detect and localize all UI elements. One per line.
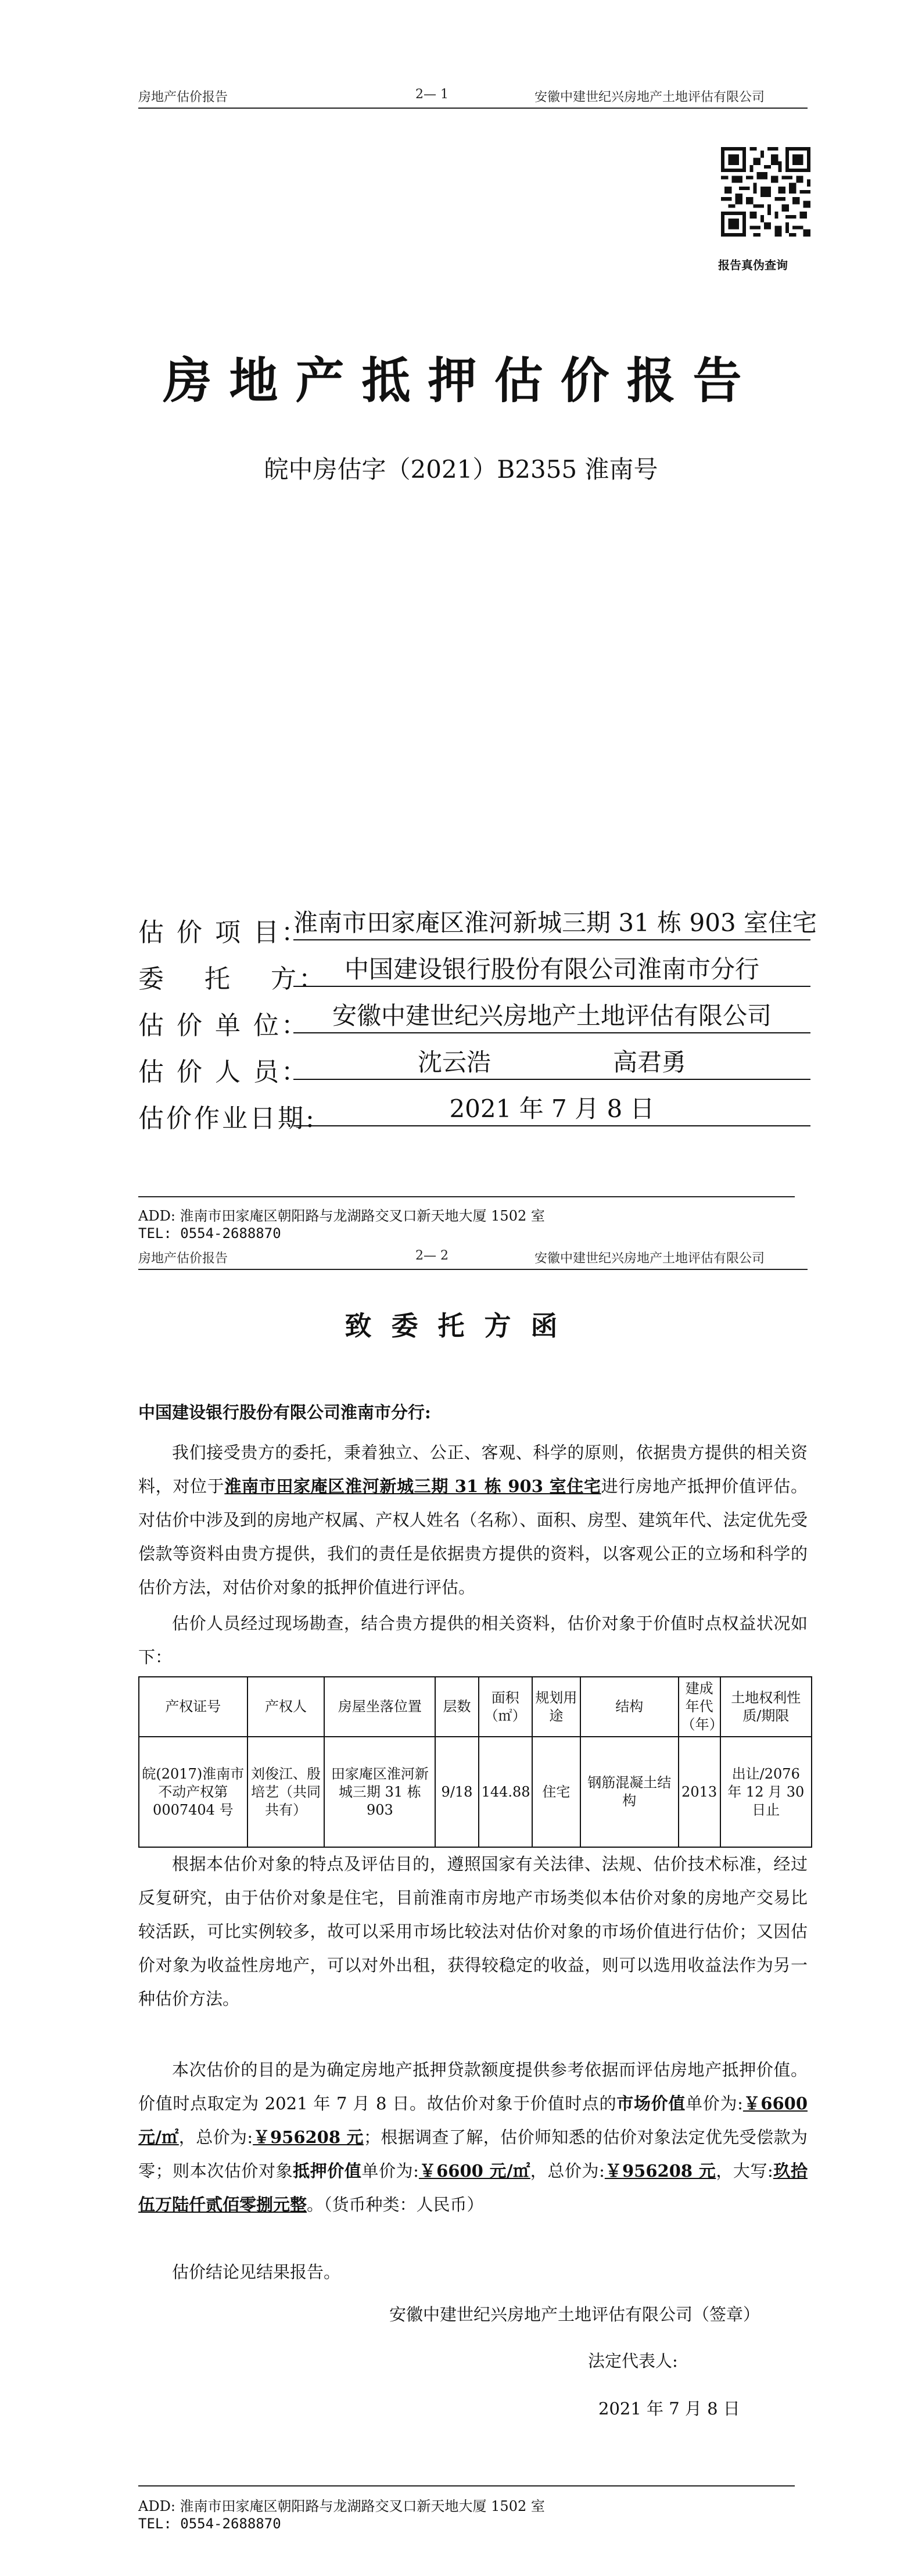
info-value-work-date: 2021 年 7 月 8 日 [293, 1093, 810, 1126]
p1-text-a: 我们接受贵方的委托，秉着独立、公正、客观、科学的原则，依据贵方提供的相关资料，对位于 [138, 1443, 808, 1496]
p4-market-unit-price: ￥6600 元/㎡ [138, 2094, 808, 2147]
signature-legal-rep: 法定代表人: [588, 2351, 678, 2371]
table-header-cell: 产权人 [247, 1677, 325, 1737]
p4-mortgage-total-price: ￥956208 元 [604, 2161, 716, 2181]
info-label-work-date: 估价作业日期: [138, 1104, 317, 1133]
page1-header-rule [138, 108, 808, 109]
table-cell: 皖(2017)淮南市不动产权第0007404 号 [139, 1737, 247, 1847]
page2-footer-rule [138, 2485, 795, 2486]
table-header-cell: 土地权利性质/期限 [720, 1677, 812, 1737]
info-value-appraisers: 沈云浩 高君勇 [293, 1046, 810, 1080]
page1-footer-tel: TEL: 0554-2688870 [138, 1225, 281, 1242]
letter-paragraph-4 [138, 2053, 808, 2221]
table-cell: 田家庵区淮河新城三期 31 栋 903 [324, 1737, 435, 1847]
table-cell: 9/18 [435, 1737, 478, 1847]
p2-text: 估价人员经过现场勘查，结合贵方提供的相关资料，估价对象于价值时点权益状况如下： [138, 1613, 808, 1667]
table-header-cell: 层数 [435, 1677, 478, 1737]
letter-paragraph-2 [138, 1607, 808, 1674]
table-cell: 钢筋混凝土结构 [580, 1737, 679, 1847]
letter-salutation: 中国建设银行股份有限公司淮南市分行: [138, 1403, 431, 1422]
p4-text: ，大写: [716, 2161, 773, 2181]
letter-paragraph-3 [138, 1847, 808, 2016]
info-label-appraiser-unit: 估 价 单 位： [138, 1011, 309, 1040]
page2-header-rule [138, 1269, 808, 1270]
table-header-cell: 建成年代（年） [679, 1677, 720, 1737]
property-rights-table [138, 1676, 812, 1848]
table-header-cell: 规划用途 [532, 1677, 580, 1737]
signature-company: 安徽中建世纪兴房地产土地评估有限公司（签章） [389, 2305, 760, 2324]
page2-footer-address: ADD: 淮南市田家庵区朝阳路与龙湖路交叉口新天地大厦 1502 室 [138, 2498, 545, 2514]
p4-text: 单价为: [361, 2161, 419, 2181]
info-label-appraisers: 估 价 人 员： [138, 1057, 309, 1087]
letter-paragraph-1 [138, 1436, 808, 1604]
report-title: 房地产抵押估价报告 [163, 352, 759, 409]
letter-title: 致委托方函 [345, 1310, 577, 1341]
page2-header-right: 安徽中建世纪兴房地产土地评估有限公司 [534, 1251, 765, 1266]
p4-text: ；根据调查了解，估价师知悉的估价对象法定优先受偿款为零；则本次估价对象 [138, 2127, 808, 2181]
p1-property-address: 淮南市田家庵区淮河新城三期 31 栋 903 室住宅 [224, 1476, 601, 1496]
p4-mortgage-unit-price: ￥6600 元/㎡ [418, 2161, 530, 2181]
info-label-project: 估 价 项 目： [138, 918, 309, 947]
table-header-cell: 结构 [580, 1677, 679, 1737]
page1-header-page-number: 2— 1 [415, 87, 449, 102]
signature-date: 2021 年 7 月 8 日 [598, 2399, 740, 2418]
p4-text: ，总价为: [178, 2127, 253, 2147]
table-header-cell: 房屋坐落位置 [324, 1677, 435, 1737]
letter-paragraph-5 [138, 2255, 808, 2289]
report-number: 皖中房估字（2021）B2355 淮南号 [264, 455, 658, 484]
page2-header-left: 房地产估价报告 [138, 1251, 228, 1266]
table-row [139, 1737, 812, 1847]
qr-caption: 报告真伪查询 [718, 258, 788, 272]
p4-amount-in-words: 玖拾伍万陆仟贰佰零捌元整 [138, 2161, 808, 2214]
table-cell: 出让/2076 年 12 月 30 日止 [720, 1737, 812, 1847]
p1-text-c: 进行房地产抵押价值评估。对估价中涉及到的房地产权属、产权人姓名（名称）、面积、房型、建筑年代、法定优先受偿款等资料由贵方提供，我们的责任是依据贵方提供的资料，以客观公正的立场和科学的估价方法，对估价对象的抵押价值进行评估。 [138, 1476, 808, 1597]
p4-market-value-label: 市场价值 [616, 2094, 686, 2113]
page1-header-right: 安徽中建世纪兴房地产土地评估有限公司 [534, 90, 765, 105]
p3-text: 根据本估价对象的特点及评估目的，遵照国家有关法律、法规、估价技术标准，经过反复研究，由于估价对象是住宅，目前淮南市房地产市场类似本估价对象的房地产交易比较活跃，可比实例较多，故可以采用市场比较法对估价对象的市场价值进行估价；又因估价对象为收益性房地产，可以对外出租，获得较稳定的收益，则可以选用收益法作为另一种估价方法。 [138, 1854, 808, 2009]
table-cell: 住宅 [532, 1737, 580, 1847]
table-header-row [139, 1677, 812, 1737]
page2-header-page-number: 2— 2 [415, 1248, 449, 1263]
p4-market-total-price: ￥956208 元 [253, 2127, 364, 2147]
table-cell: 刘俊江、殷培艺（共同共有） [247, 1737, 325, 1847]
table-cell: 144.88 [479, 1737, 532, 1847]
table-header-cell: 产权证号 [139, 1677, 247, 1737]
page1-header-left: 房地产估价报告 [138, 90, 228, 105]
p5-text: 估价结论见结果报告。 [172, 2262, 341, 2282]
table-header-cell: 面积（㎡） [479, 1677, 532, 1737]
page1-footer-rule [138, 1196, 795, 1197]
p4-mortgage-value-label: 抵押价值 [293, 2161, 362, 2181]
info-value-client: 中国建设银行股份有限公司淮南市分行 [293, 953, 810, 987]
info-value-appraiser-unit: 安徽中建世纪兴房地产土地评估有限公司 [293, 1000, 810, 1033]
p4-text: ，总价为: [530, 2161, 605, 2181]
page2-footer-tel: TEL: 0554-2688870 [138, 2516, 281, 2532]
page1-footer-address: ADD: 淮南市田家庵区朝阳路与龙湖路交叉口新天地大厦 1502 室 [138, 1208, 545, 1224]
p4-text: 。（货币种类：人民币） [307, 2195, 484, 2214]
info-label-client: 委 托 方： [138, 964, 327, 994]
p4-text: 单价为: [686, 2094, 743, 2113]
qr-code-icon[interactable] [721, 147, 810, 237]
info-value-project: 淮南市田家庵区淮河新城三期 31 栋 903 室住宅 [293, 907, 810, 940]
table-cell: 2013 [679, 1737, 720, 1847]
p4-text: 本次估价的目的是为确定房地产抵押贷款额度提供参考依据而评估房地产抵押价值。价值时点取定为 2021 年 7 月 8 日。故估价对象于价值时点的 [138, 2060, 808, 2113]
